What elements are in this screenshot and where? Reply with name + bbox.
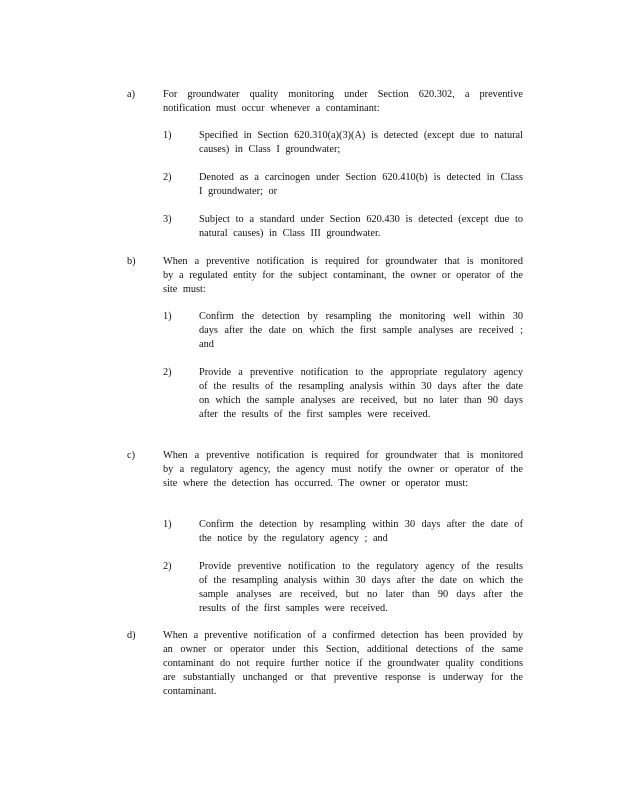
clause-label: d) — [127, 630, 136, 641]
clause-text: When a preventive notification is required for groundwater that is monitored by a regulatory agency, the agency must notify the owner or operator of the site where the detection has occurred. The owner or operator must: — [163, 450, 523, 490]
item-text: Subject to a standard under Section 620.430 is detected (except due to natural causes) in Class III groundwater. — [199, 214, 523, 240]
item-text: Confirm the detection by resampling within 30 days after the date of the notice by the regulatory agency ; and — [199, 519, 523, 545]
item-label: 1) — [163, 311, 172, 322]
item-label: 1) — [163, 519, 172, 530]
clause-label: b) — [127, 256, 136, 267]
item-label: 1) — [163, 130, 172, 141]
item-text: Confirm the detection by resampling the monitoring well within 30 days after the date on which the first sample analyses are received ; and — [199, 311, 523, 351]
item-label: 2) — [163, 172, 172, 183]
clause-label: c) — [127, 450, 135, 461]
clause-text: When a preventive notification of a confirmed detection has been provided by an owner or operator under this Section, additional detections of the same contaminant do not require further notice if the groundwater quality conditions are substantially unchanged or that preventive response is underway for the contaminant. — [163, 630, 523, 698]
item-label: 2) — [163, 367, 172, 378]
clause-text: When a preventive notification is required for groundwater that is monitored by a regulated entity for the subject contaminant, the owner or operator of the site must: — [163, 256, 523, 296]
item-text: Denoted as a carcinogen under Section 620.410(b) is detected in Class I groundwater; or — [199, 172, 523, 198]
item-text: Provide preventive notification to the regulatory agency of the results of the resampling analysis within 30 days after the date on which the sample analyses are received, but no later than 90 days after the results of the first samples were received. — [199, 561, 523, 615]
clause-label: a) — [127, 89, 135, 100]
item-label: 3) — [163, 214, 172, 225]
item-text: Specified in Section 620.310(a)(3)(A) is detected (except due to natural causes) in Class I groundwater; — [199, 130, 523, 156]
item-text: Provide a preventive notification to the appropriate regulatory agency of the results of the resampling analysis within 30 days after the date on which the sample analyses are received, but no later than 90 days after the results of the first samples were received. — [199, 367, 523, 421]
item-label: 2) — [163, 561, 172, 572]
clause-text: For groundwater quality monitoring under Section 620.302, a preventive notification must occur whenever a contaminant: — [163, 89, 523, 115]
